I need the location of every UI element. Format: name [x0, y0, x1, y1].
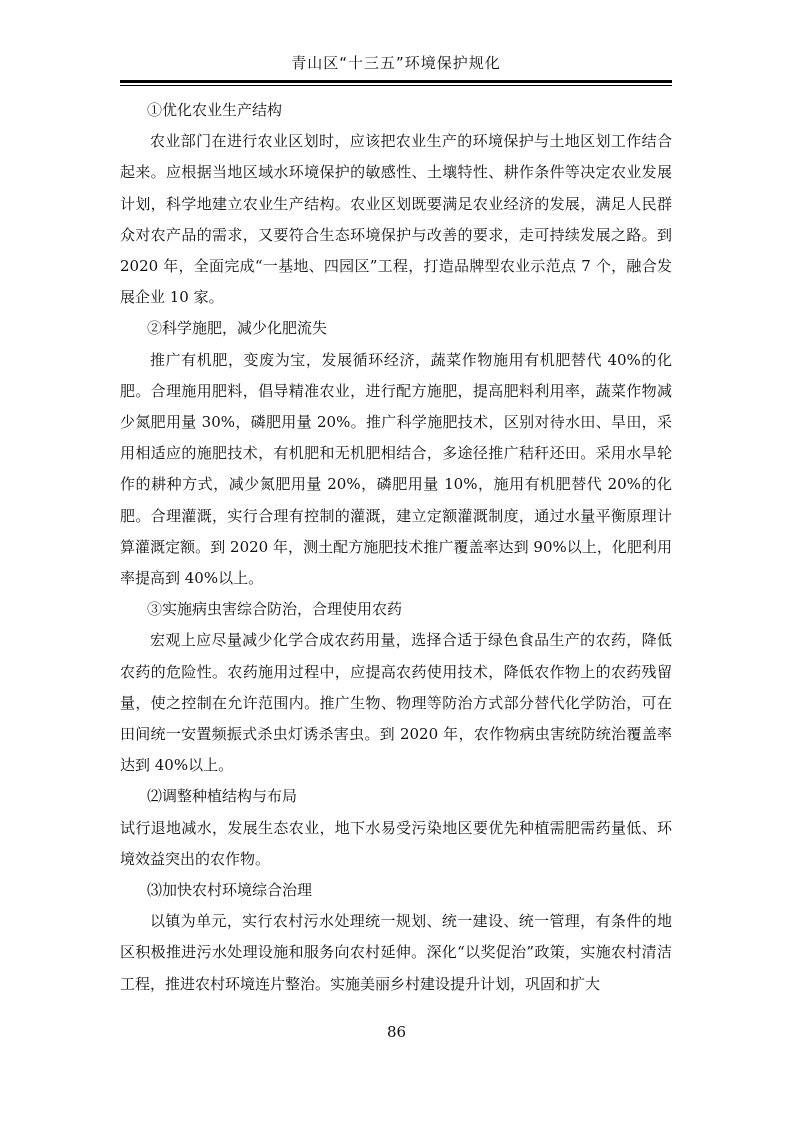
body-paragraph: 推广有机肥，变废为宝，发展循环经济，蔬菜作物施用有机肥替代 40%的化肥。合理施用肥料，倡导精准农业，进行配方施肥，提高肥料利用率，蔬菜作物减少氮肥用量 30%，磷肥用量 20%。推广科学施肥技术，区别对待水田、旱田，采用相适应的施肥技术，有机肥和无机肥相结合，多途径推广秸秆还田。采用水旱轮作的耕种方式，减少氮肥用量 20%，磷肥用量 10%，施用有机肥替代 20%的化肥。合理灌溉，实行合理有控制的灌溉，建立定额灌溉制度，通过水量平衡原理计算灌溉定额。到 2020 年，测土配方施肥技术推广覆盖率达到 90%以上，化肥利用率提高到 40%以上。: [120, 350, 672, 588]
header-rule-thick: [120, 80, 672, 83]
page-number: 86: [386, 1023, 407, 1041]
header-rule-thin: [120, 85, 672, 86]
body-paragraph: 试行退地减水，发展生态农业，地下水易受污染地区要优先种植需肥需药量低、环境效益突出的农作物。: [120, 818, 672, 868]
section-heading: ②科学施肥，减少化肥流失: [147, 319, 328, 338]
body-paragraph: 以镇为单元，实行农村污水处理统一规划、统一建设、统一管理，有条件的地区积极推进污水处理设施和服务向农村延伸。深化“以奖促治”政策，实施农村清洁工程，推进农村环境连片整治。实施美丽乡村建设提升计划，巩固和扩大: [120, 912, 672, 993]
section-heading: ③实施病虫害综合防治，合理使用农药: [147, 600, 403, 619]
page-body: [120, 95, 672, 1000]
section-heading: ①优化农业生产结构: [147, 101, 283, 119]
section-heading: ⑵调整种植结构与布局: [147, 787, 298, 806]
section-heading: ⑶加快农村环境综合治理: [147, 881, 313, 900]
body-paragraph: 农业部门在进行农业区划时，应该把农业生产的环境保护与土地区划工作结合起来。应根据当地区域水环境保护的敏感性、土壤特性、耕作条件等决定农业发展计划，科学地建立农业生产结构。农业区划既要满足农业经济的发展，满足人民群众对农产品的需求，又要符合生态环境保护与改善的要求，走可持续发展之路。到 2020 年，全面完成“一基地、四园区”工程，打造品牌型农业示范点 7 个，融合发展企业 10 家。: [120, 132, 672, 307]
body-paragraph: 宏观上应尽量减少化学合成农药用量，选择合适于绿色食品生产的农药，降低农药的危险性。农药施用过程中，应提高农药使用技术，降低农作物上的农药残留量，使之控制在允许范围内。推广生物、物理等防治方式部分替代化学防治，可在田间统一安置频振式杀虫灯诱杀害虫。到 2020 年，农作物病虫害统防统治覆盖率达到 40%以上。: [120, 631, 672, 775]
running-header-title: 青山区“十三五”环境保护规化: [291, 54, 501, 72]
